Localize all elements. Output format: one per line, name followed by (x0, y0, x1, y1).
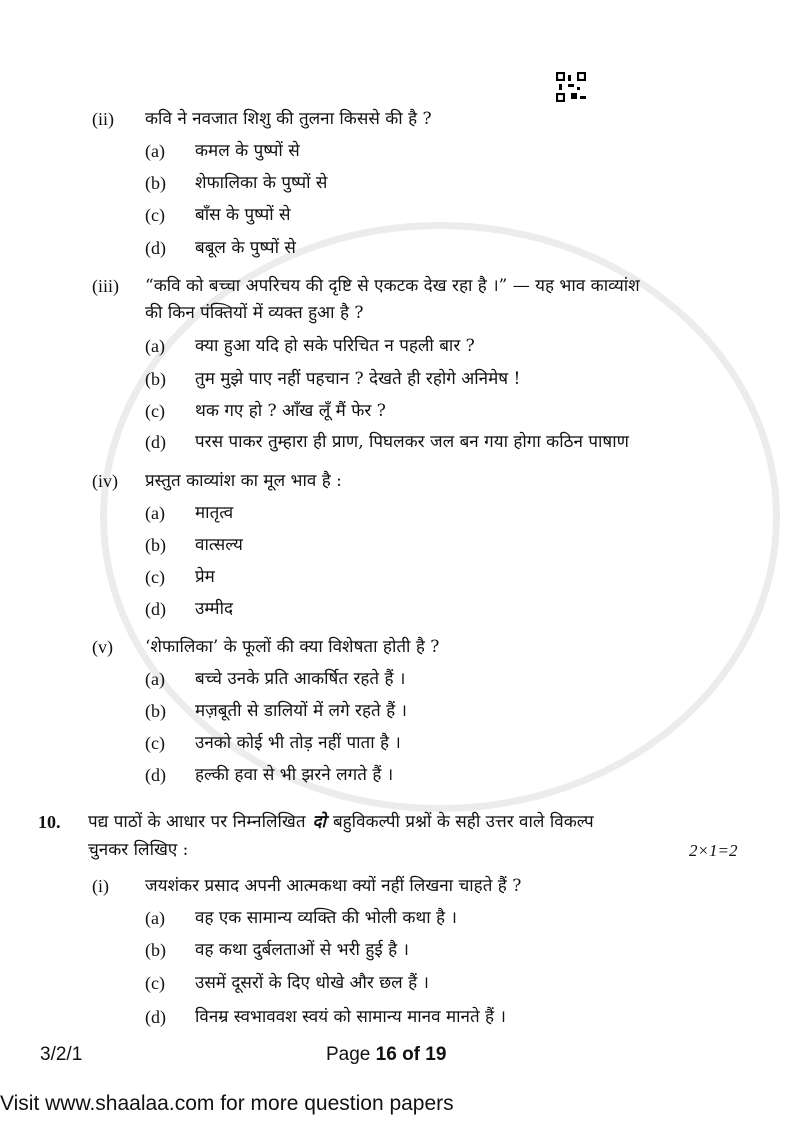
question-text: “कवि को बच्चा अपरिचय की दृष्टि से एकटक देख रहा है ।” — यह भाव काव्यांश (145, 276, 640, 296)
option-text: हल्की हवा से भी झरने लगते हैं । (195, 765, 394, 785)
question-emphasis: दो (312, 812, 326, 832)
question-text (88, 811, 594, 833)
page-of: of (396, 1044, 426, 1065)
question-number: (v) (92, 637, 113, 657)
option-label: (d) (145, 432, 166, 452)
option-text: शेफालिका के पुष्पों से (195, 173, 328, 193)
option-text: क्या हुआ यदि हो सके परिचित न पहली बार ? (195, 336, 475, 356)
option-text: प्रेम (195, 567, 215, 587)
option-text: परस पाकर तुम्हारा ही प्राण, पिघलकर जल बन गया होगा कठिन पाषाण (195, 432, 629, 452)
option-label: (b) (145, 173, 166, 193)
question-text: की किन पंक्तियों में व्यक्त हुआ है ? (145, 303, 364, 323)
option-text: मज़बूती से डालियों में लगे रहते हैं । (195, 701, 407, 721)
question-text: प्रस्तुत काव्यांश का मूल भाव है : (145, 471, 342, 491)
option-text: उसमें दूसरों के दिए धोखे और छल हैं । (195, 973, 429, 993)
option-label: (b) (145, 535, 166, 555)
question-text-part: बहुविकल्पी प्रश्नों के सही उत्तर वाले विकल्प (332, 812, 594, 832)
option-text: मातृत्व (195, 503, 234, 523)
question-number: (i) (92, 876, 109, 896)
question-number: (iii) (92, 276, 119, 296)
option-label: (b) (145, 701, 166, 721)
option-text: बच्चे उनके प्रति आकर्षित रहते हैं । (195, 669, 406, 689)
paper-code: 3/2/1 (40, 1044, 83, 1065)
option-label: (a) (145, 503, 165, 523)
option-text: कमल के पुष्पों से (195, 141, 300, 161)
question-number: (ii) (92, 109, 114, 129)
option-label: (c) (145, 205, 165, 225)
option-label: (d) (145, 238, 166, 258)
option-label: (c) (145, 401, 165, 421)
marks: 2×1=2 (689, 841, 738, 860)
option-label: (c) (145, 567, 165, 587)
option-label: (d) (145, 599, 166, 619)
option-text: तुम मुझे पाए नहीं पहचान ? देखते ही रहोगे अनिमेष ! (195, 369, 521, 389)
option-label: (b) (145, 940, 166, 960)
option-label: (a) (145, 141, 165, 161)
option-text: बाँस के पुष्पों से (195, 205, 291, 225)
option-text: थक गए हो ? आँख लूँ मैं फेर ? (195, 401, 386, 421)
option-text: वात्सल्य (195, 535, 243, 555)
option-text: विनम्र स्वभाववश स्वयं को सामान्य मानव मानते हैं । (195, 1007, 506, 1027)
qr-code-icon (556, 72, 586, 102)
option-text: उनको कोई भी तोड़ नहीं पाता है । (195, 733, 401, 753)
option-text: वह एक सामान्य व्यक्ति की भोली कथा है । (195, 908, 457, 928)
option-label: (c) (145, 973, 165, 993)
page-label: Page (326, 1044, 376, 1065)
question-text: ‘शेफालिका’ के फूलों की क्या विशेषता होती है ? (145, 637, 440, 657)
question-number: (iv) (92, 471, 118, 491)
option-label: (d) (145, 765, 166, 785)
option-text: वह कथा दुर्बलताओं से भरी हुई है । (195, 940, 409, 960)
option-label: (c) (145, 733, 165, 753)
option-label: (b) (145, 369, 166, 389)
question-number: 10. (38, 812, 61, 832)
option-label: (a) (145, 908, 165, 928)
page-number (326, 1044, 446, 1066)
option-label: (a) (145, 669, 165, 689)
question-text: जयशंकर प्रसाद अपनी आत्मकथा क्यों नहीं लिखना चाहते हैं ? (145, 876, 522, 896)
page-total: 19 (425, 1044, 447, 1065)
option-label: (d) (145, 1007, 166, 1027)
question-text: कवि ने नवजात शिशु की तुलना किससे की है ? (145, 109, 432, 129)
visit-link[interactable]: Visit www.shaalaa.com for more question papers (0, 1092, 454, 1115)
option-label: (a) (145, 336, 165, 356)
question-text: चुनकर लिखिए : (88, 840, 189, 860)
page-current: 16 (375, 1044, 397, 1065)
option-text: बबूल के पुष्पों से (195, 238, 296, 258)
option-text: उम्मीद (195, 599, 233, 619)
question-text-part: पद्य पाठों के आधार पर निम्नलिखित (88, 812, 306, 832)
